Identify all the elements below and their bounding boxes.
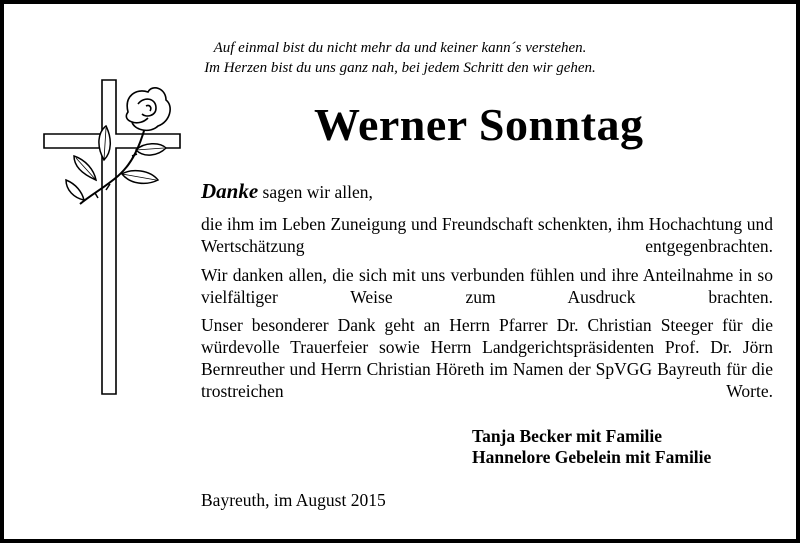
place-date: Bayreuth, im August 2015 [201, 490, 386, 510]
signature-line-1: Tanja Becker mit Familie [472, 426, 663, 446]
poem-line-1: Auf einmal bist du nicht mehr da und keiner kann´s verstehen. [213, 40, 587, 56]
paragraph-3 [201, 314, 773, 424]
signatures [472, 426, 711, 468]
poem [4, 38, 796, 78]
cross-with-rose-icon [40, 76, 190, 396]
thanks-rest: sagen wir allen, [258, 182, 373, 202]
thanks-line [201, 180, 773, 203]
thanks-word: Danke [201, 179, 259, 203]
deceased-name: Werner Sonntag [314, 99, 644, 150]
poem-line-2: Im Herzen bist du uns ganz nah, bei jedem Schritt den wir gehen. [204, 60, 596, 76]
signature-line-2: Hannelore Gebelein mit Familie [472, 447, 712, 467]
paragraph-3-text: Unser besonderer Dank geht an Herrn Pfarrer Dr. Christian Steeger für die würdevolle Trauerfeier sowie Herrn Landgerichtspräsidenten Prof. Dr. Jörn Bernreuther und Herrn Christian Höreth im Namen der SpVGG Bayreuth für die trostreichen Worte. [201, 315, 773, 401]
paragraph-1-text: die ihm im Leben Zuneigung und Freundschaft schenkten, ihm Hochachtung und Wertschätzung entgegenbrachten. [201, 214, 773, 256]
paragraph-2-text: Wir danken allen, die sich mit uns verbunden fühlen und ihre Anteilnahme in so vielfältiger Weise zum Ausdruck brachten. [201, 265, 773, 307]
